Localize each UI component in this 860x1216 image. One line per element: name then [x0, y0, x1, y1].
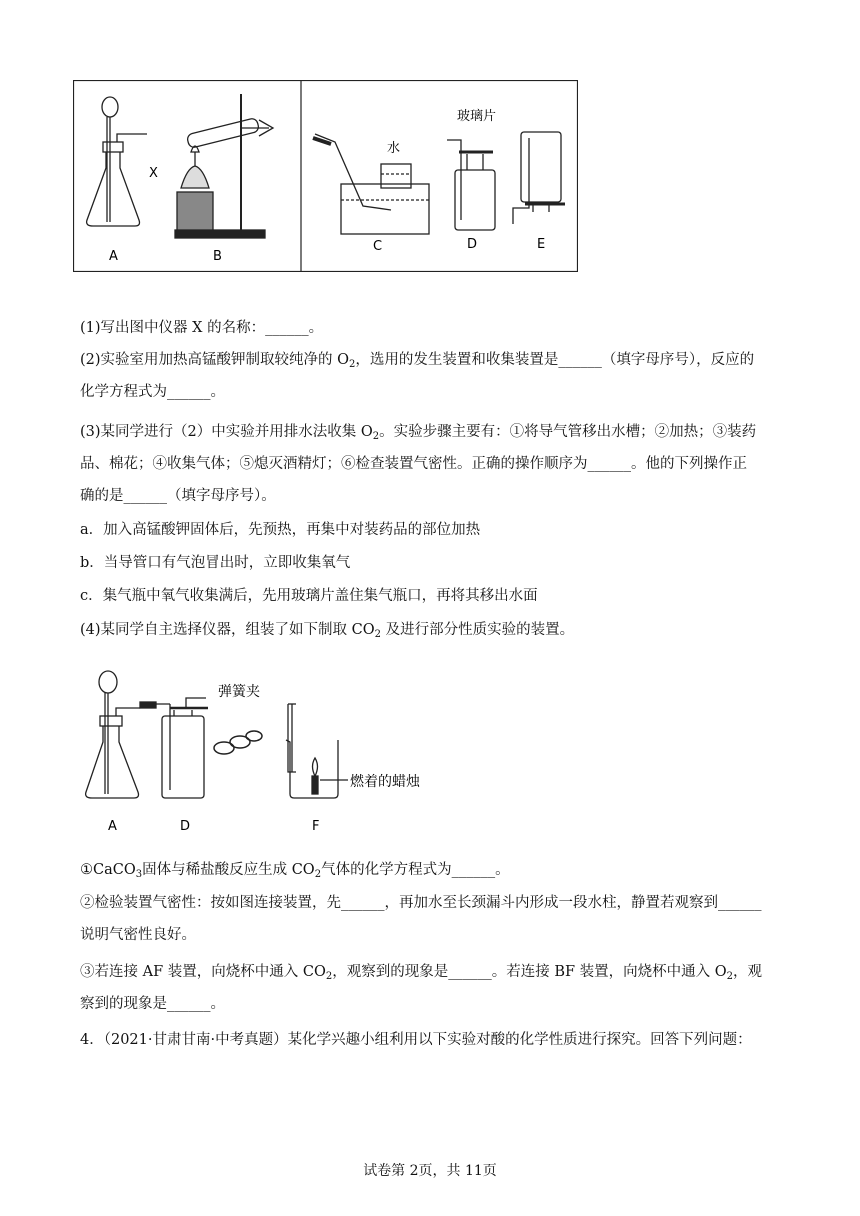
label-f: F	[312, 819, 320, 834]
option-b: b．当导管口有气泡冒出时，立即收集氧气	[80, 555, 351, 571]
apparatus-figure-1	[73, 80, 578, 272]
label-spring-clip: 弹簧夹	[218, 684, 260, 700]
option-c: c．集气瓶中氧气收集满后，先用玻璃片盖住集气瓶口，再将其移出水面	[80, 588, 538, 604]
spring-clip-drawing	[214, 731, 262, 754]
question-3-line-3: 确的是______（填字母序号）。	[80, 488, 276, 504]
label-b: B	[213, 249, 222, 264]
subquestion-1: ①CaCO$_3$固体与稀盐酸反应生成 $CO_2$气体的化学方程式为______。	[80, 862, 510, 880]
question-1: (1)写出图中仪器 X 的名称：______。	[80, 320, 324, 336]
question-2-line-2: 化学方程式为______。	[80, 384, 225, 400]
subquestion-2-line-1: ②检验装置气密性：按如图连接装置，先______，再加水至长颈漏斗内形成一段水柱，静置若观察到______	[80, 895, 762, 911]
label-e: E	[537, 237, 546, 252]
label-a: A	[109, 249, 118, 264]
subquestion-2-line-2: 说明气密性良好。	[80, 927, 196, 943]
label-d: D	[180, 819, 191, 834]
question-2-line-1: (2)实验室用加热高锰酸钾制取较纯净的 $O_2$，选用的发生装置和收集装置是______（填字母序号），反应的	[80, 352, 755, 370]
question-4-intro: (4)某同学自主选择仪器，组装了如下制取 $CO_2$ 及进行部分性质实验的装置。	[80, 622, 575, 640]
subquestion-3-line-2: 察到的现象是______。	[80, 996, 225, 1012]
page-footer: 试卷第 2页，共 11页	[363, 1163, 497, 1179]
subquestion-3-line-1: ③若连接 AF 装置，向烧杯中通入 $CO_2$，观察到的现象是______。若连接 BF 装置，向烧杯中通入 $O_2$，观	[80, 964, 763, 982]
label-glass-plate: 玻璃片	[457, 109, 497, 124]
beaker-f-drawing	[286, 704, 348, 798]
option-a: a．加入高锰酸钾固体后，先预热，再集中对装药品的部位加热	[80, 522, 481, 538]
water-trough-c-drawing	[313, 134, 429, 234]
label-water: 水	[387, 141, 401, 156]
question-4-header: 4．（2021·甘肃甘南·中考真题）某化学兴趣小组利用以下实验对酸的化学性质进行探究。回答下列问题：	[80, 1032, 752, 1048]
label-x: X	[149, 166, 158, 181]
apparatus-figure-2	[78, 662, 438, 844]
flask-a-drawing	[86, 671, 170, 798]
gas-bottle-d-drawing	[447, 140, 495, 230]
question-3-line-1: (3)某同学进行（2）中实验并用排水法收集 $O_2$。实验步骤主要有：①将导气管移出水槽；②加热；③装药	[80, 424, 757, 442]
gas-bottle-e-drawing	[513, 132, 565, 224]
gas-bottle-d-drawing	[162, 698, 208, 798]
flask-a-drawing	[87, 97, 147, 226]
label-d: D	[467, 237, 478, 252]
label-a: A	[108, 819, 117, 834]
label-burning-candle: 燃着的蜡烛	[350, 774, 420, 790]
label-c: C	[373, 239, 383, 254]
heating-setup-b-drawing	[175, 94, 273, 238]
question-3-line-2: 品、棉花；④收集气体；⑤熄灭酒精灯；⑥检查装置气密性。正确的操作顺序为______。他的下列操作正	[80, 456, 747, 472]
